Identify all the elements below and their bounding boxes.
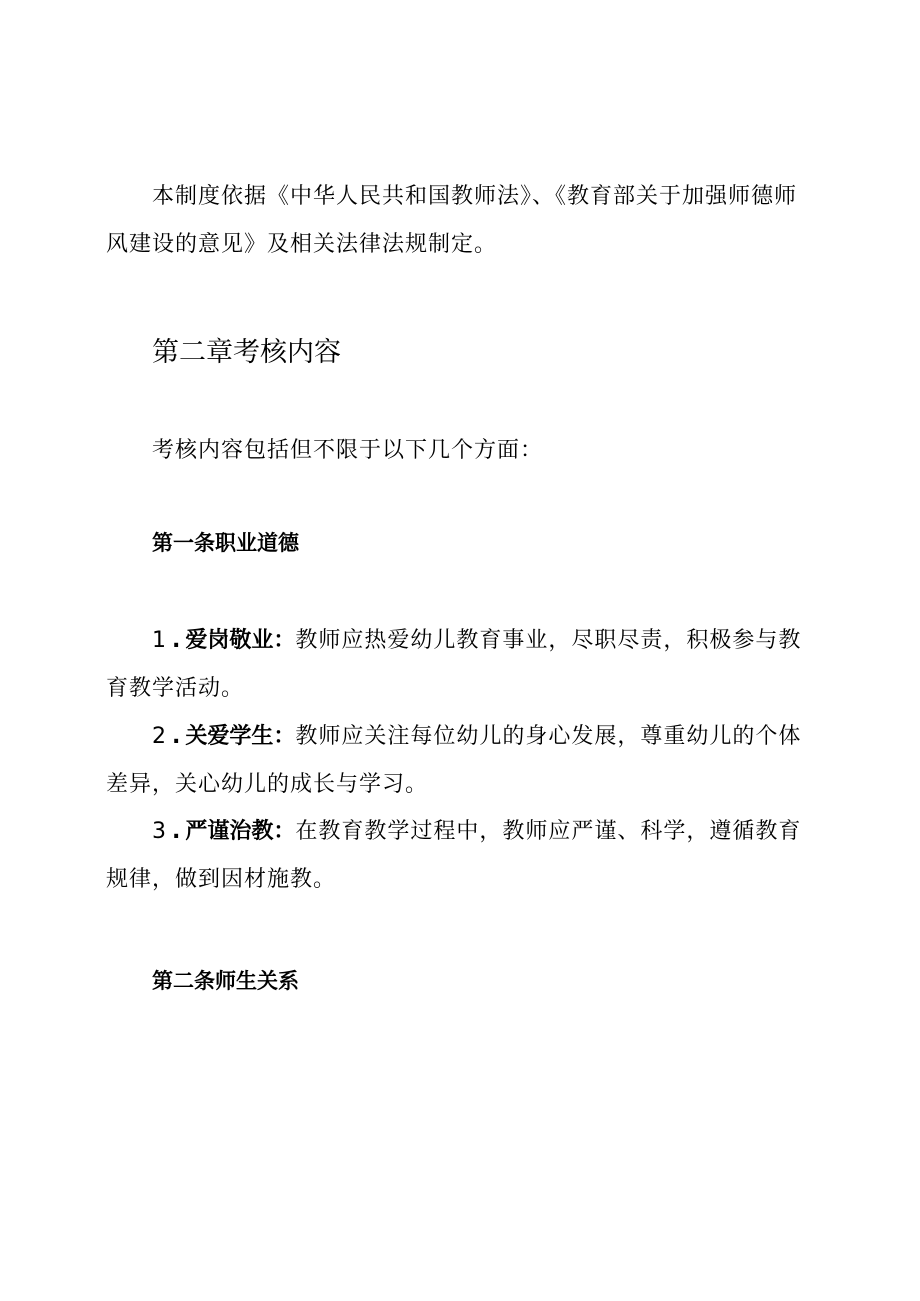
item-dot: . [172, 628, 182, 653]
item-number: 1 [152, 628, 166, 653]
item-text: 在教育教学过程中，教师应严谨、科学，遵循教育规律，做到因材施教。 [106, 819, 802, 892]
chapter-heading: 第二章考核内容 [152, 337, 341, 368]
item-term: 关爱学生： [185, 724, 296, 749]
article-1-heading: 第一条职业道德 [152, 531, 299, 555]
item-number: 2 [152, 724, 166, 749]
article-1-item-1 [106, 617, 818, 713]
item-text: 教师应关注每位幼儿的身心发展，尊重幼儿的个体差异，关心幼儿的成长与学习。 [106, 724, 802, 797]
article-1-item-3 [106, 808, 818, 904]
chapter-lead-paragraph: 考核内容包括但不限于以下几个方面： [152, 438, 544, 463]
item-text: 教师应热爱幼儿教育事业，尽职尽责，积极参与教育教学活动。 [106, 628, 802, 701]
intro-paragraph: 本制度依据《中华人民共和国教师法》、《教育部关于加强师德师风建设的意见》及相关法律法规制定。 [106, 184, 798, 257]
item-dot: . [172, 819, 182, 844]
article-2-heading: 第二条师生关系 [152, 969, 299, 993]
item-dot: . [172, 724, 182, 749]
item-term: 爱岗敬业： [185, 628, 296, 653]
item-term: 严谨治教： [185, 819, 296, 844]
article-1-item-2 [106, 713, 818, 809]
item-number: 3 [152, 819, 166, 844]
